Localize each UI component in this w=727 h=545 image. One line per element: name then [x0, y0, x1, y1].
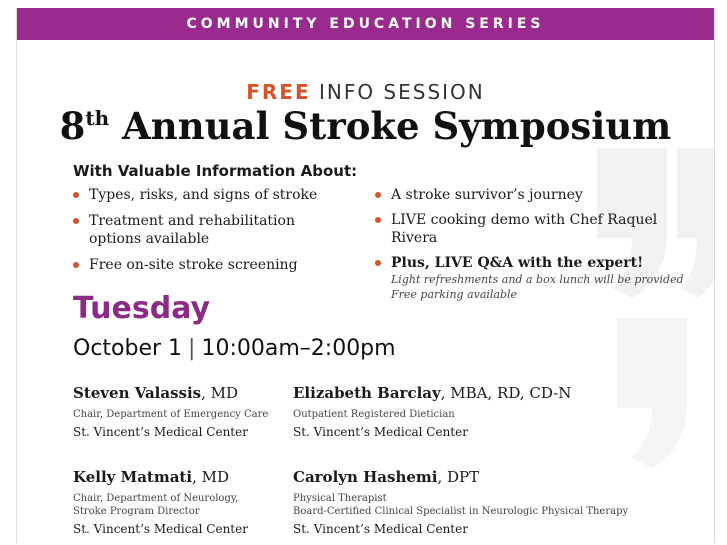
speaker-name: Kelly Matmati, MD — [73, 468, 229, 486]
speaker-card — [293, 384, 693, 439]
speaker-role: Outpatient Registered Dietician — [293, 409, 455, 420]
title-ordinal-suffix: th — [85, 106, 110, 130]
bullet-icon — [73, 218, 79, 224]
speaker-card — [73, 384, 298, 439]
free-label: FREE — [246, 80, 311, 104]
speaker-role: Physical Therapist Board-Certified Clinical Specialist in Neurologic Physical Therapy — [293, 493, 629, 517]
list-item: A stroke survivor’s journey — [375, 186, 705, 204]
list-item: LIVE cooking demo with Chef Raquel Rivera — [375, 211, 705, 247]
speaker-org: St. Vincent’s Medical Center — [73, 522, 248, 536]
event-datetime — [73, 336, 396, 361]
speaker-card — [293, 468, 693, 536]
speaker-role: Chair, Department of Emergency Care — [73, 409, 269, 420]
date-time-separator: | — [188, 336, 196, 361]
speaker-card — [73, 468, 298, 536]
session-kicker — [17, 80, 714, 104]
topics-list-right — [375, 186, 705, 302]
flyer — [16, 8, 715, 543]
list-item: Free on-site stroke screening — [73, 256, 348, 274]
list-item: Types, risks, and signs of stroke — [73, 186, 348, 204]
speaker-name: Elizabeth Barclay, MBA, RD, CD-N — [293, 384, 572, 402]
speaker-org: St. Vincent’s Medical Center — [73, 425, 248, 439]
bullet-icon — [375, 192, 381, 198]
title-ordinal: 8 — [59, 104, 86, 148]
bullet-icon — [73, 262, 79, 268]
info-heading: With Valuable Information About: — [73, 162, 358, 180]
event-date: October 1 — [73, 336, 183, 361]
bullet-icon — [73, 192, 79, 198]
speaker-role: Chair, Department of Neurology, Stroke Program Director — [73, 493, 239, 517]
bullet-icon — [375, 217, 381, 223]
series-banner: COMMUNITY EDUCATION SERIES — [17, 8, 714, 40]
parking-note: Free parking available — [391, 288, 518, 301]
event-time: 10:00am–2:00pm — [201, 336, 396, 361]
speaker-org: St. Vincent’s Medical Center — [293, 425, 468, 439]
speaker-org: St. Vincent’s Medical Center — [293, 522, 468, 536]
speaker-name: Carolyn Hashemi, DPT — [293, 468, 480, 486]
speaker-name: Steven Valassis, MD — [73, 384, 239, 402]
list-item: Plus, LIVE Q&A with the expert! — [375, 254, 705, 272]
refreshments-note: Light refreshments and a box lunch will be provided — [391, 273, 684, 286]
bullet-icon — [375, 260, 381, 266]
list-item: Treatment and rehabilitation options available — [73, 212, 348, 248]
event-title — [17, 104, 714, 148]
event-day: Tuesday — [73, 291, 211, 326]
topics-list-left — [73, 186, 348, 282]
info-session-label: INFO SESSION — [318, 80, 485, 104]
title-text: Annual Stroke Symposium — [122, 104, 672, 148]
